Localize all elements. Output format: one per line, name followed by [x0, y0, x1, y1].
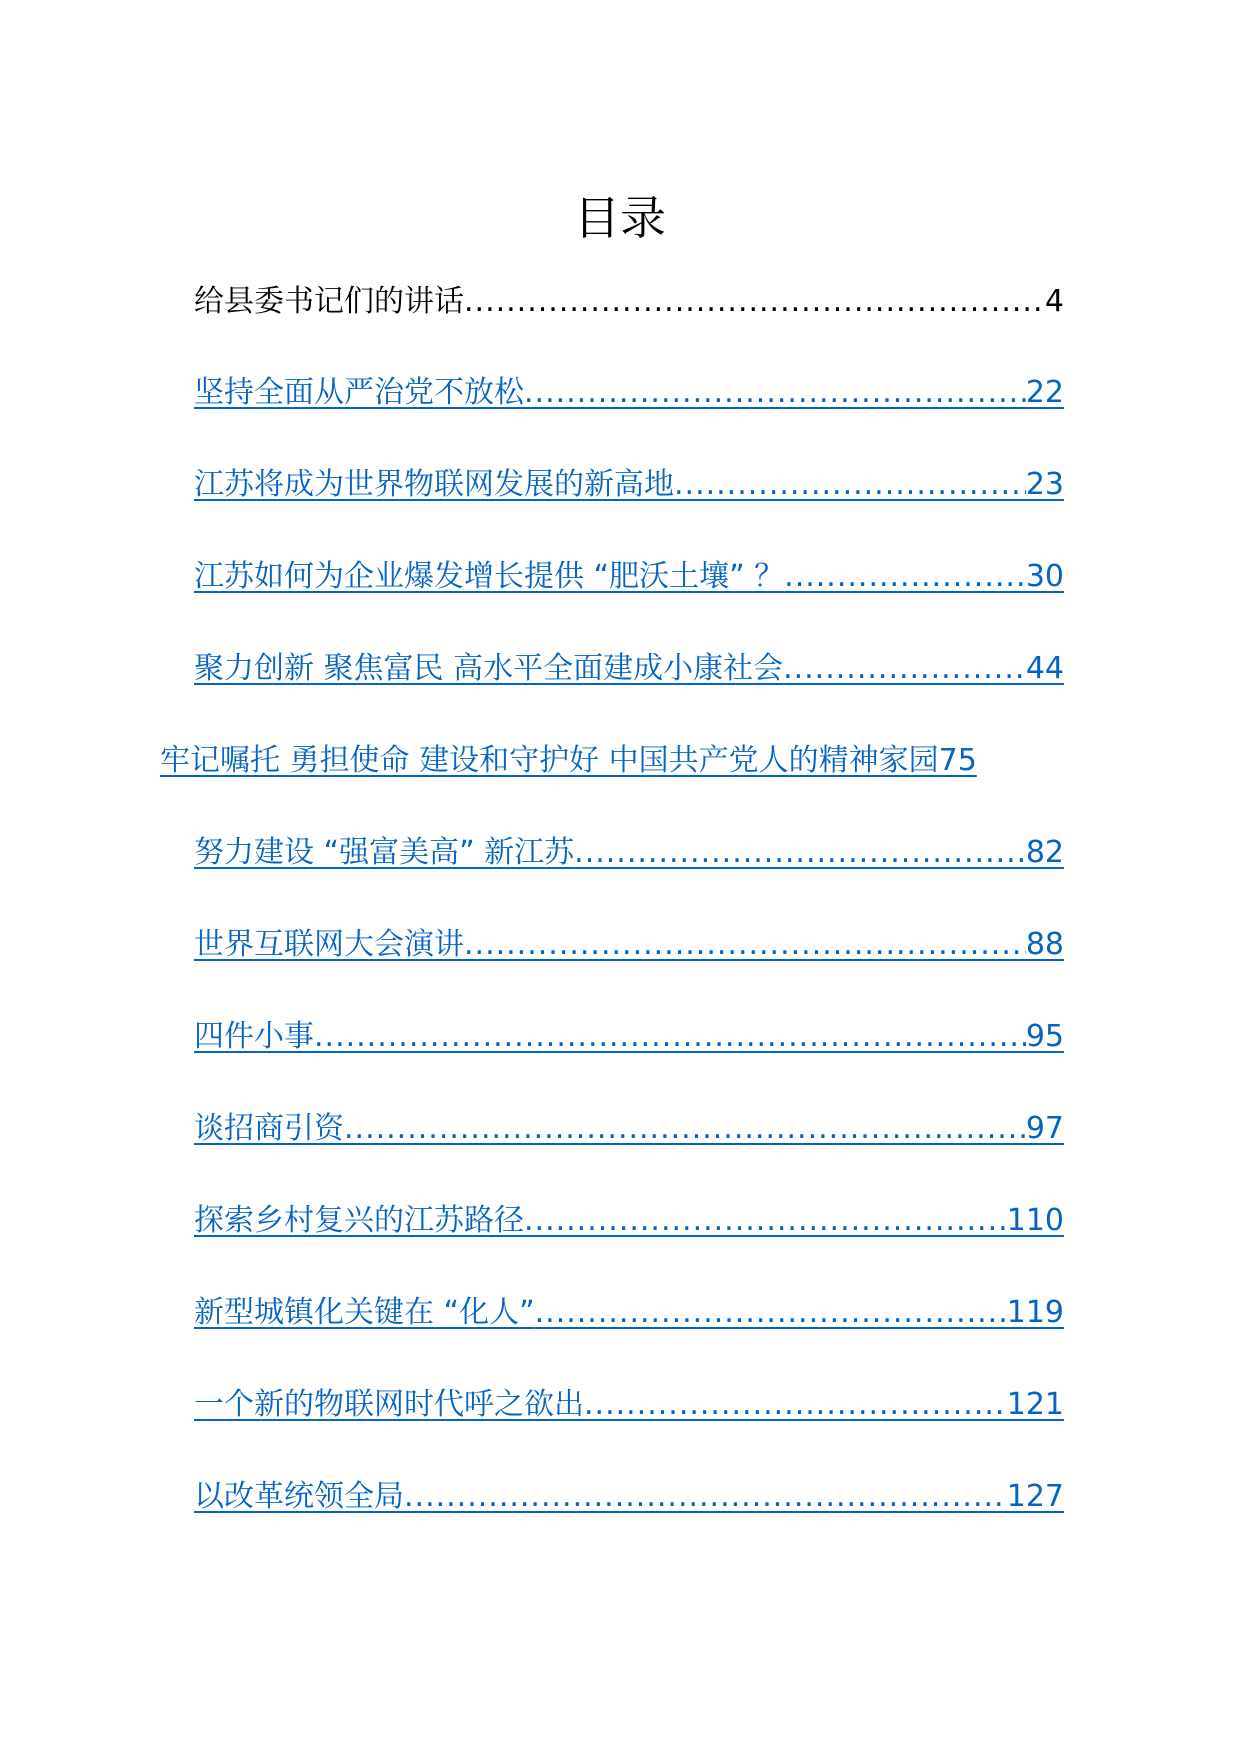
toc-entry-title: 江苏如何为企业爆发增长提供 “肥沃土壤” ？ [194, 559, 785, 594]
toc-entry-title: 一个新的物联网时代呼之欲出 [194, 1387, 584, 1422]
toc-entry-title: 谈招商引资 [194, 1111, 344, 1146]
toc-entry-title: 牢记嘱托 勇担使命 建设和守护好 中国共产党人的精神家园 [160, 743, 939, 778]
toc-entry-title: 坚持全面从严治党不放松 [194, 375, 524, 410]
toc-entry-page: 121 [1006, 1387, 1064, 1422]
toc-entry-page: 44 [1025, 651, 1064, 686]
toc-dot-leader [784, 555, 1026, 599]
toc-entry-page: 110 [1006, 1203, 1064, 1238]
toc-dot-leader [464, 280, 1045, 324]
toc-entry-title: 以改革统领全局 [194, 1479, 404, 1514]
toc-entry[interactable] [194, 831, 1064, 875]
toc-entry-page: 82 [1025, 835, 1064, 870]
toc-entry-page: 4 [1044, 284, 1064, 319]
toc-dot-leader [524, 371, 1026, 415]
toc-dot-leader [404, 1475, 1007, 1519]
toc-entry[interactable] [194, 1291, 1064, 1335]
toc-dot-leader [344, 1107, 1026, 1151]
toc-entry[interactable] [194, 1199, 1064, 1243]
toc-entry-page: 127 [1006, 1479, 1064, 1514]
toc-title: 目录 [574, 191, 666, 245]
toc-entry-title: 探索乡村复兴的江苏路径 [194, 1203, 524, 1238]
toc-dot-leader [584, 1383, 1007, 1427]
toc-entry[interactable] [194, 555, 1064, 599]
toc-entry-title: 世界互联网大会演讲 [194, 927, 464, 962]
toc-entry[interactable] [194, 463, 1064, 507]
toc-entry-page: 97 [1025, 1111, 1064, 1146]
toc-entry[interactable] [160, 739, 1072, 783]
toc-dot-leader [535, 1291, 1007, 1335]
toc-dot-leader [464, 923, 1026, 967]
toc-dot-leader [783, 647, 1026, 691]
toc-entry-title: 江苏将成为世界物联网发展的新高地 [194, 467, 674, 502]
toc-entry-page: 95 [1025, 1019, 1064, 1054]
toc-entry[interactable] [194, 1383, 1064, 1427]
toc-entry[interactable] [194, 647, 1064, 691]
toc-entry[interactable] [194, 1015, 1064, 1059]
toc-dot-leader [574, 831, 1026, 875]
toc-dot-leader [314, 1015, 1026, 1059]
toc-entry[interactable] [194, 1475, 1064, 1519]
toc-entry[interactable] [194, 1107, 1064, 1151]
toc-entry-page: 119 [1006, 1295, 1064, 1330]
toc-entry-page: 88 [1025, 927, 1064, 962]
toc-dot-leader [524, 1199, 1007, 1243]
toc-entry-title: 四件小事 [194, 1019, 314, 1054]
toc-entry-title: 努力建设 “强富美高” 新江苏 [194, 835, 575, 870]
toc-entry-title: 聚力创新 聚焦富民 高水平全面建成小康社会 [194, 651, 784, 686]
toc-entry[interactable] [194, 371, 1064, 415]
toc-entry-title: 新型城镇化关键在 “化人” [194, 1295, 535, 1330]
toc-entry-title: 给县委书记们的讲话 [194, 284, 464, 319]
toc-entry[interactable] [194, 923, 1064, 967]
toc-entry-page: 30 [1025, 559, 1064, 594]
toc-entry[interactable] [194, 280, 1064, 324]
toc-dot-leader [674, 463, 1026, 507]
toc-entry-page: 22 [1025, 375, 1064, 410]
toc-entry-page: 23 [1025, 467, 1064, 502]
toc-entry-page: 75 [938, 743, 977, 778]
